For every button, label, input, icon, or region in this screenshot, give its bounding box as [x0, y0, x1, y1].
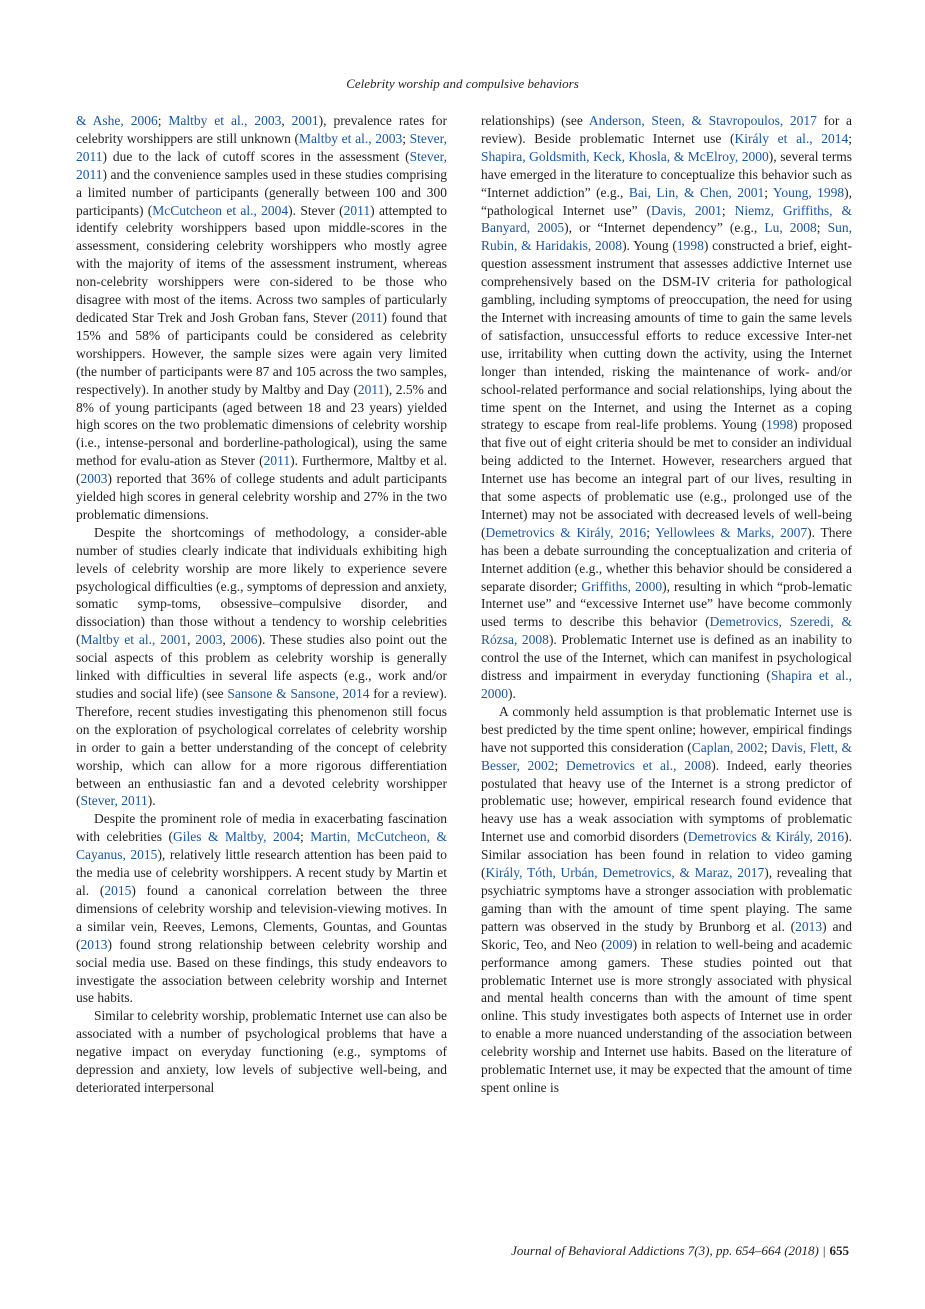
citation-link[interactable]: Demetrovics et al., 2008 — [565, 757, 712, 773]
citation-link[interactable]: Caplan, 2002 — [691, 739, 764, 755]
paragraph: Despite the shortcomings of methodology, a consider-able number of studies clearly indicate that individuals exhibiting high levels of celebrity worship are more likely to experience severe psychological difficulties (e.g., symptoms of depression and anxiety, somatic symp-toms, obsessive–compulsive disorder, and dissociation) than those without a tendency to worship celebrities (Maltby et al., 2001, 2003, 2006). These studies also point out the social aspects of this problem as celebrity worship is generally linked with difficulties in several life aspects (e.g., work and/or studies and social life) (see Sansone & Sansone, 2014 for a review). Therefore, recent studies investigating this phenomenon still focus on the exploration of psychological correlates of celebrity worship in order to gain a better understanding of the concept of celebrity worship, which can allow for a more rigorous differentiation between an enthusiastic fan and a devoted celebrity worshipper (Stever, 2011). — [76, 524, 448, 809]
citation-link[interactable]: Martin, McCutcheon, & Cayanus, 2015 — [76, 829, 448, 863]
citation-link[interactable]: Király et al., 2014 — [734, 130, 849, 146]
journal-citation: Journal of Behavioral Addictions 7(3), pp. 654–664 (2018) — [511, 1243, 819, 1258]
citation-link[interactable]: Lu, 2008 — [764, 220, 817, 236]
left-column — [76, 112, 447, 1097]
footer-separator: | — [822, 1243, 826, 1258]
citation-link[interactable]: 2013 — [795, 918, 823, 934]
citation-link[interactable]: 2003 — [195, 632, 223, 648]
citation-link[interactable]: 2011 — [356, 309, 383, 325]
paragraph: & Ashe, 2006; Maltby et al., 2003, 2001), prevalence rates for celebrity worshippers are still unknown (Maltby et al., 2003; Stever, 2011) due to the lack of cutoff scores in the assessment (Stever, 2011) and the convenience samples used in these studies comprising a limited number of participants (generally between 100 and 300 participants) (McCutcheon et al., 2004). Stever (2011) attempted to identify celebrity worshippers based upon middle-scores in the assessment, considering celebrity worshippers who mostly agree with the majority of items of the assessment instrument, whereas non-celebrity worshippers were con-sidered to be those who disagree with most of the items. Across two samples of particularly dedicated Star Trek and Josh Groban fans, Stever (2011) found that 15% and 58% of participants could be considered as celebrity worshippers. However, the sample sizes were again very limited (the number of participants were 87 and 105 across the two samples, respectively). In another study by Maltby and Day (2011), 2.5% and 8% of young participants (aged between 18 and 23 years) yielded high scores on the two problematic dimensions of celebrity worship (i.e., intense-personal and borderline-pathological), using the same method for evalu-ation as Stever (2011). Furthermore, Maltby et al. (2003) reported that 36% of college students and adult participants yielded high scores in general celebrity worship and 27% in the two problematic dimensions. — [76, 113, 448, 522]
citation-link[interactable]: Király, Tóth, Urbán, Demetrovics, & Maraz, 2017 — [485, 865, 765, 881]
citation-link[interactable]: Bai, Lin, & Chen, 2001 — [628, 184, 765, 200]
citation-link[interactable]: 2011 — [343, 202, 371, 218]
citation-link[interactable]: Demetrovics, Szeredi, & Rózsa, 2008 — [481, 614, 852, 648]
citation-link[interactable]: Griffiths, 2000 — [581, 578, 663, 594]
paragraph: Despite the prominent role of media in exacerbating fascination with celebrities (Giles & Maltby, 2004; Martin, McCutcheon, & Cayanus, 2015), relatively little research attention has been paid to the media use of celebrity worshippers. A recent study by Martin et al. (2015) found a canonical correlation between the three dimensions of celebrity worship and television-viewing motives. In a similar vein, Reeves, Lemons, Clements, Gountas, and Gountas (2013) found strong relationship between celebrity worship and social media use. Based on these findings, this study endeavors to investigate the association between celebrity worship and Internet use habits. — [76, 811, 448, 1006]
citation-link[interactable]: Stever, 2011 — [80, 793, 148, 809]
citation-link[interactable]: 2011 — [263, 453, 291, 469]
citation-link[interactable]: Anderson, Steen, & Stavropoulos, 2017 — [588, 113, 817, 128]
page-number: 655 — [829, 1243, 849, 1258]
citation-link[interactable]: 1998 — [766, 417, 794, 433]
citation-link[interactable]: Stever, 2011 — [76, 130, 447, 164]
paragraph: relationships) (see Anderson, Steen, & Stavropoulos, 2017 for a review). Beside problematic Internet use (Király et al., 2014; Shapira, Goldsmith, Keck, Khosla, & McElroy, 2000), several terms have emerged in the literature to conceptualize this behavior such as “Internet addiction” (e.g., Bai, Lin, & Chen, 2001; Young, 1998), “pathological Internet use” (Davis, 2001; Niemz, Griffiths, & Banyard, 2005), or “Internet dependency” (e.g., Lu, 2008; Sun, Rubin, & Haridakis, 2008). Young (1998) constructed a brief, eight-question assessment instrument that assesses addictive Internet use comprehensively based on the DSM-IV criteria for pathological gambling, including symptoms of preoccupation, the need for using the Internet with increasing amounts of time to gain the same levels of satisfaction, unsuccessful efforts to reduce excessive Inter-net use, irritability when cutting down the activity, using the Internet longer than intended, risking the maintenance of work- and/or school-related performance and social relationships, lying about the time spent on the Internet, and using the Internet as a coping strategy to escape from real-life problems. Young (1998) proposed that five out of eight criteria should be met to consider an individual being addicted to the Internet. However, researchers argued that Internet use has become an integral part of our lives, resulting in that some aspects of problematic use (e.g., prolonged use of the Internet) may not be associated with decreased levels of well-being (Demetrovics & Király, 2016; Yellowlees & Marks, 2007). There has been a debate surrounding the conceptualization and criteria of Internet addition (e.g., whether this behavior should be considered a separate disorder; Griffiths, 2000), resulting in which “prob-lematic Internet use” and “excessive Internet use” have become commonly used terms to describe this behavior (Demetrovics, Szeredi, & Rózsa, 2008). Problematic Internet use is defined as an inability to control the use of the Internet, which can manifest in psychological distress and impairment in everyday functioning (Shapira et al., 2000). — [481, 113, 853, 701]
citation-link[interactable]: 2006 — [230, 632, 258, 648]
citation-link[interactable]: Maltby et al., 2001 — [80, 632, 188, 648]
citation-link[interactable]: McCutcheon et al., 2004 — [152, 202, 289, 218]
citation-link[interactable]: 2013 — [80, 936, 108, 952]
citation-link[interactable]: 2011 — [357, 381, 385, 397]
citation-link[interactable]: Maltby et al., 2003 — [299, 130, 403, 146]
citation-link[interactable]: Sansone & Sansone, 2014 — [227, 686, 370, 701]
citation-link[interactable]: 2009 — [605, 936, 633, 952]
citation-link[interactable]: Sun, Rubin, & Haridakis, 2008 — [481, 220, 852, 254]
paragraph: Similar to celebrity worship, problematic Internet use can also be associated with a number of psychological problems that have a negative impact on everyday functioning (e.g., symptoms of depression and anxiety, low levels of subjective well-being, and deteriorated interpersonal — [76, 1008, 447, 1095]
citation-link[interactable]: Davis, 2001 — [651, 202, 722, 218]
citation-link[interactable]: Giles & Maltby, 2004 — [172, 829, 300, 845]
paragraph: A commonly held assumption is that problematic Internet use is best predicted by the time spent online; however, empirical findings have not supported this consideration (Caplan, 2002; Davis, Flett, & Besser, 2002; Demetrovics et al., 2008). Indeed, early theories postulated that heavy use of the Internet is a strong predictor of problematic use; however, empirical research found evidence that heavy use has a weak association with symptoms of problematic Internet use and comorbid disorders (Demetrovics & Király, 2016). Similar association has been found in relation to video gaming (Király, Tóth, Urbán, Demetrovics, & Maraz, 2017), revealing that psychiatric symptoms have a stronger association with problematic gaming than with the amount of time spent playing. The same pattern was observed in the study by Brunborg et al. (2013) and Skoric, Teo, and Neo (2009) in relation to well-being and academic performance among gamers. These studies pointed out that problematic Internet use is more strongly associated with physical and mental health concerns than with the amount of time spent online. This study investigates both aspects of Internet use in order to enable a more nuanced understanding of the association between celebrity worship and Internet use habits. Based on the literature of problematic Internet use, it may be expected that the amount of time spent online is — [481, 703, 853, 1095]
running-title: Celebrity worship and compulsive behaviors — [346, 76, 579, 91]
citation-link[interactable]: 1998 — [676, 238, 704, 254]
citation-link[interactable]: Yellowlees & Marks, 2007 — [655, 524, 808, 540]
citation-link[interactable]: 2003 — [80, 471, 108, 487]
citation-link[interactable]: Shapira, Goldsmith, Keck, Khosla, & McElroy, 2000 — [481, 148, 769, 164]
page-footer — [511, 1243, 849, 1259]
citation-link[interactable]: Demetrovics & Király, 2016 — [485, 524, 647, 540]
right-column — [481, 112, 852, 1097]
citation-link[interactable]: & Ashe, 2006 — [76, 113, 158, 128]
citation-link[interactable]: Maltby et al., 2003 — [168, 113, 282, 128]
citation-link[interactable]: Young, 1998 — [772, 184, 845, 200]
citation-link[interactable]: Niemz, Griffiths, & Banyard, 2005 — [481, 202, 852, 236]
citation-link[interactable]: Davis, Flett, & Besser, 2002 — [481, 739, 852, 773]
citation-link[interactable]: Shapira et al., 2000 — [481, 668, 852, 701]
citation-link[interactable]: Demetrovics & Király, 2016 — [687, 829, 845, 845]
citation-link[interactable]: Stever, 2011 — [76, 148, 447, 182]
citation-link[interactable]: 2001 — [291, 113, 319, 128]
citation-link[interactable]: 2015 — [104, 882, 132, 898]
